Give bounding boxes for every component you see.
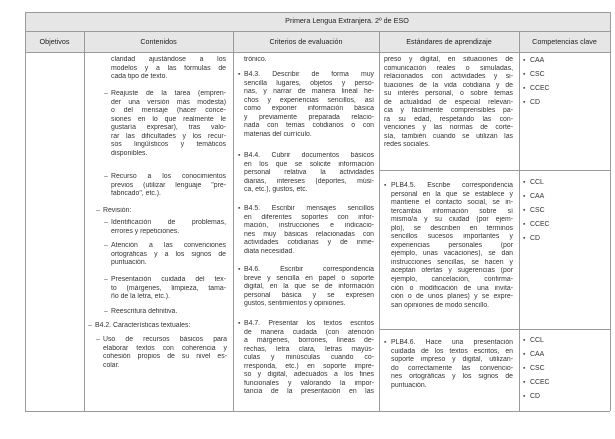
- text-line: gustos, sentimientos y opiniones.: [244, 300, 346, 308]
- text-line: PLB4.5. Escribe correspondencia: [391, 182, 513, 189]
- text-line: instrucciones sencillas, se hacen y: [391, 258, 513, 266]
- text-line: materias del currículo.: [244, 130, 312, 138]
- text-line: comunicación reales o simuladas,: [384, 64, 513, 72]
- table-title: Primera Lengua Extranjera. 2º de ESO: [285, 16, 409, 25]
- square-bullet: ▪: [523, 235, 526, 242]
- header-contenidos: Contenidos: [140, 37, 177, 46]
- text-line: B4.6. Escribir correspondencia: [244, 266, 374, 273]
- text-line: ca, etc.), gustos, etc.: [244, 186, 308, 194]
- text-line: Uso de recursos básicos para: [103, 336, 227, 343]
- text-line: breve y sencilla en papel o soporte: [244, 274, 374, 282]
- dash-bullet: –: [104, 90, 108, 97]
- square-bullet: ▪: [523, 365, 526, 372]
- text-line: B4.2. Características textuales:: [95, 322, 191, 329]
- text-line: digital, en la que se de información: [244, 283, 374, 291]
- text-line: Atención a las convenciones: [111, 242, 226, 249]
- square-bullet: ▪: [523, 379, 526, 386]
- square-bullet: ▪: [238, 320, 241, 327]
- square-bullet: ▪: [384, 182, 387, 189]
- text-line: der una versión más modesta): [111, 98, 226, 106]
- text-line: ejemplo, cancelación, confirma-: [391, 276, 513, 284]
- text-line: y previamente preparada relacio-: [244, 113, 374, 121]
- text-line: personal relativa la actividades: [244, 169, 374, 177]
- text-line: colar.: [103, 361, 120, 369]
- square-bullet: ▪: [238, 205, 241, 212]
- competencia-code: CD: [530, 235, 540, 242]
- text-line: aceptan ofertas y sugerencias (por: [391, 267, 513, 275]
- text-line: siones en lo que realmente le: [111, 115, 226, 123]
- text-line: ortográficas y a los signos de: [111, 250, 226, 258]
- text-line: experiencias personales (por: [391, 241, 513, 249]
- text-line: mación, instrucciones e indicacio-: [244, 222, 374, 230]
- criterios-block-2: [244, 152, 374, 195]
- bottom-border: [25, 411, 610, 412]
- text-line: tercambia información sobre sí: [391, 207, 513, 215]
- contenidos-block-1: [111, 56, 226, 82]
- estandares-block-2: [391, 182, 513, 310]
- text-line: ejemplo, unas vacaciones), se dan: [391, 250, 513, 258]
- text-line: ño de la letra, etc.).: [111, 293, 170, 301]
- text-line: preso y digital, en situaciones de: [384, 56, 513, 63]
- text-line: rresponda, etc.) en soporte impre-: [244, 362, 374, 370]
- text-line: sos lingüísticos y temáticos: [111, 141, 226, 149]
- dash-bullet: –: [104, 242, 108, 249]
- text-line: chos y experiencias sencillos, así: [244, 96, 374, 104]
- square-bullet: ▪: [523, 57, 526, 64]
- competencia-code: CSC: [530, 365, 545, 372]
- text-line: puntuación.: [391, 381, 427, 389]
- square-bullet: ▪: [523, 337, 526, 344]
- criterios-block-1: [244, 71, 374, 139]
- competencia-code: CCL: [530, 179, 544, 186]
- dash-bullet: –: [104, 276, 108, 283]
- criterios-block-5: [244, 320, 374, 397]
- row-divider-2: [379, 329, 610, 330]
- text-line: B4.5. Escribir mensajes sencillos: [244, 205, 374, 212]
- square-bullet: ▪: [523, 207, 526, 214]
- competencia-code: CCEC: [530, 379, 550, 386]
- contenidos-block-3: [111, 173, 226, 199]
- text-line: diarias, intereses (deportes, músi-: [244, 177, 374, 185]
- competencia-code: CAA: [530, 351, 545, 358]
- text-line: como exponer información básica: [244, 105, 374, 113]
- text-line: funcionales y valorando la impor-: [244, 379, 374, 387]
- col-divider-objetivos: [84, 31, 85, 411]
- competencia-code: CCL: [530, 337, 544, 344]
- text-line: de actualidad de especial relevan-: [384, 98, 513, 106]
- text-line: venciones y las normas de corte-: [384, 124, 513, 132]
- contenidos-block-6: [111, 242, 226, 268]
- header-objetivos: Objetivos: [39, 37, 70, 46]
- text-line: sencillos sucesos importantes y: [391, 233, 513, 241]
- text-line: errores y repeticiones.: [111, 227, 180, 235]
- contenidos-block-4: [103, 207, 223, 216]
- competencia-code: CD: [530, 99, 540, 106]
- text-line: tuaciones de la vida cotidiana y de: [384, 81, 513, 89]
- square-bullet: ▪: [523, 393, 526, 400]
- competencia-code: CAA: [530, 57, 545, 64]
- text-line: en diferentes soportes con infor-: [244, 213, 374, 221]
- text-line: PLB4.6. Hace una presentación: [391, 339, 513, 346]
- square-bullet: ▪: [523, 99, 526, 106]
- text-line: sencilla lugares, objetos y perso-: [244, 79, 374, 87]
- text-line: a márgenes, borrones, líneas de-: [244, 337, 374, 345]
- square-bullet: ▪: [523, 221, 526, 228]
- text-line: trónico.: [244, 56, 267, 63]
- dash-bullet: –: [104, 173, 108, 180]
- contenidos-block-8: [111, 308, 226, 317]
- text-line: cohesión propios de su nivel es-: [103, 353, 227, 361]
- text-line: Recurso a los conocimientos: [111, 173, 226, 180]
- competencia-code: CSC: [530, 207, 545, 214]
- text-line: so y digital, adecuados a los fines: [244, 371, 374, 379]
- text-line: nes ortográficas y los signos de: [391, 373, 513, 381]
- text-line: B4.7. Presentar los textos escritos: [244, 320, 374, 327]
- text-line: previos (utilizar lenguaje "pre-: [111, 181, 226, 189]
- text-line: fabricado", etc.).: [111, 190, 161, 198]
- header-criterios: Criterios de evaluación: [269, 37, 343, 46]
- criterios-block-3: [244, 205, 374, 256]
- text-line: modelos y a las fórmulas de: [111, 64, 226, 72]
- col-divider-criterios: [379, 31, 380, 411]
- text-line: culas y minúsculas cuando co-: [244, 354, 374, 362]
- text-line: actividades cotidianas y de inme-: [244, 239, 374, 247]
- header-estandares: Estándares de aprendizaje: [406, 37, 492, 46]
- header-competencias: Competencias clave: [532, 37, 597, 46]
- text-line: de manera cuidada (con atención: [244, 328, 374, 336]
- square-bullet: ▪: [384, 339, 387, 346]
- text-line: Revisión:: [103, 207, 132, 214]
- contenidos-block-9: [95, 322, 225, 331]
- estandares-block-1: [384, 56, 513, 150]
- text-line: ción o de unos planes) y se expre-: [391, 293, 513, 301]
- header-divider: [25, 52, 610, 53]
- text-line: nes muy básicas relacionadas con: [244, 230, 374, 238]
- contenidos-block-7: [111, 276, 226, 302]
- square-bullet: ▪: [523, 179, 526, 186]
- text-line: ción o modificación de una invita-: [391, 284, 513, 292]
- text-line: gustaría expresar), tras valo-: [111, 124, 226, 132]
- text-line: redes sociales.: [384, 141, 430, 149]
- top-border: [25, 12, 610, 13]
- competencia-code: CCEC: [530, 221, 550, 228]
- text-line: to (márgenes, limpieza, tama-: [111, 284, 226, 292]
- text-line: san opiniones de modo sencillo.: [391, 301, 490, 309]
- square-bullet: ▪: [523, 85, 526, 92]
- text-line: Presentación cuidada del tex-: [111, 276, 226, 283]
- text-line: cia y fácilmente comprensibles pa-: [384, 107, 513, 115]
- criterios-block-0: [244, 56, 374, 65]
- criterios-block-4: [244, 266, 374, 309]
- text-line: nas, y narrar de manera lineal he-: [244, 88, 374, 96]
- text-line: Reajuste de la tarea (empren-: [111, 90, 226, 97]
- contenidos-block-10: [103, 336, 227, 370]
- square-bullet: ▪: [523, 71, 526, 78]
- text-line: plo), se describen en términos: [391, 224, 513, 232]
- text-line: rechas, letra clara, letras mayús-: [244, 345, 374, 353]
- competencia-code: CAA: [530, 193, 545, 200]
- text-line: o del mensaje (hacer conce-: [111, 107, 226, 115]
- text-line: cuidada de los textos escritos, en: [391, 347, 513, 355]
- text-line: B4.4. Cubrir documentos básicos: [244, 152, 374, 159]
- text-line: sía, también cuando se utilizan las: [384, 132, 513, 140]
- competencia-code: CCEC: [530, 85, 550, 92]
- dash-bullet: –: [104, 219, 108, 226]
- text-line: relacionados con actividades y si-: [384, 73, 513, 81]
- text-line: en los que se solicite información: [244, 160, 374, 168]
- square-bullet: ▪: [523, 351, 526, 358]
- competencia-code: CD: [530, 393, 540, 400]
- text-line: mismo/a y su ciudad (por ejem-: [391, 216, 513, 224]
- text-line: B4.3. Describir de forma muy: [244, 71, 374, 78]
- text-line: ra su edad, respetando las con-: [384, 115, 513, 123]
- text-line: elaborar textos con coherencia y: [103, 344, 227, 352]
- col-divider-contenidos: [233, 31, 234, 411]
- text-line: puntuación.: [111, 259, 147, 267]
- text-line: nada con temas cotidianos o con: [244, 122, 374, 130]
- text-line: su interés personal, o sobre temas: [384, 90, 513, 98]
- dash-bullet: –: [96, 336, 100, 343]
- text-line: mantiene el contacto social, se in-: [391, 199, 513, 207]
- text-line: tancia de la presentación en las: [244, 388, 374, 396]
- contenidos-block-5: [111, 219, 226, 236]
- text-line: disponibles.: [111, 149, 148, 157]
- title-divider: [25, 31, 610, 32]
- dash-bullet: –: [88, 322, 92, 329]
- square-bullet: ▪: [523, 193, 526, 200]
- square-bullet: ▪: [238, 152, 241, 159]
- text-line: personal básica y se expresen: [244, 291, 374, 299]
- square-bullet: ▪: [238, 266, 241, 273]
- dash-bullet: –: [96, 207, 100, 214]
- text-line: diata necesidad.: [244, 247, 295, 255]
- square-bullet: ▪: [238, 71, 241, 78]
- contenidos-block-2: [111, 90, 226, 158]
- right-border: [610, 12, 611, 411]
- dash-bullet: –: [104, 308, 108, 315]
- text-line: cada tipo de texto.: [111, 73, 168, 81]
- estandares-block-3: [391, 339, 513, 390]
- text-line: personal en la que se establece y: [391, 190, 513, 198]
- text-line: do correctamente las convencio-: [391, 364, 513, 372]
- text-line: soporte impreso y digital, utilizan-: [391, 356, 513, 364]
- text-line: Identificación de problemas,: [111, 219, 226, 226]
- text-line: Reescritura definitiva.: [111, 308, 178, 315]
- row-divider-1: [379, 170, 610, 171]
- text-line: rar las dificultades y los recur-: [111, 132, 226, 140]
- left-border: [25, 12, 26, 411]
- col-divider-estandares: [519, 31, 520, 411]
- competencia-code: CSC: [530, 71, 545, 78]
- text-line: claridad ajustándose a los: [111, 56, 226, 63]
